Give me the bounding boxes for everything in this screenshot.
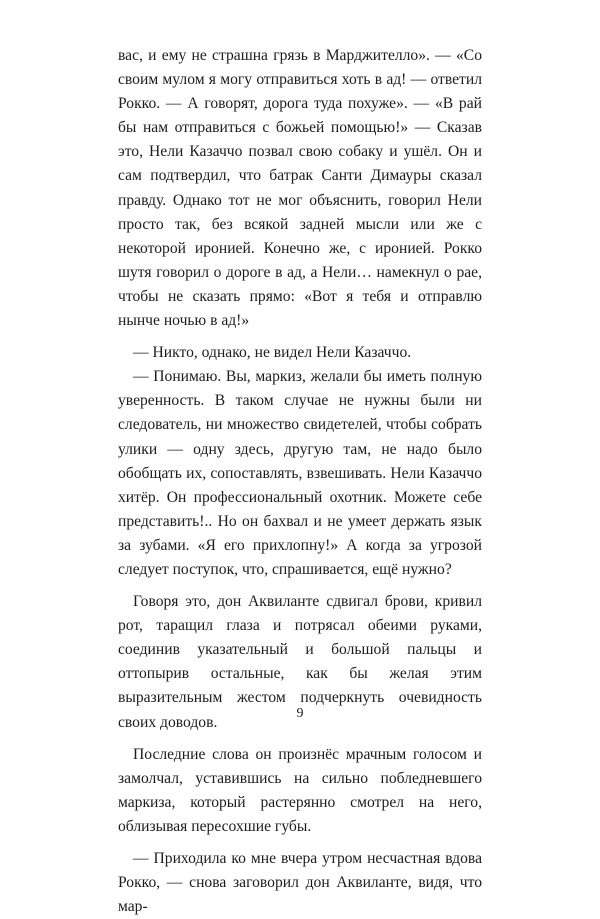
paragraph-6: — Приходила ко мне вчера утром несчастная вдова Рокко, — снова заговорил дон Аквиланте, видя, что мар- xyxy=(118,850,482,916)
paragraph-5: Последние слова он произнёс мрачным голосом и замолчал, уставившись на сильно побледневшего маркиза, который растерянно смотрел на него, облизывая пересохшие губы. xyxy=(118,745,482,835)
paragraph-2: — Никто, однако, не видел Нели Казаччо. xyxy=(133,344,412,362)
paragraph-4: Говоря это, дон Аквиланте сдвигал брови, кривил рот, таращил глаза и потрясал обеими руками, соединив указательный и большой пальцы и оттопырив остальные, как бы желая этим выразительным жестом подчеркнуть очевидность своих доводов. xyxy=(118,593,482,731)
paragraph-3: — Понимаю. Вы, маркиз, желали бы иметь полную уверенность. В таком случае не нужны были ни следователь, ни множество свидетелей, чтобы собрать улики — одну здесь, другую там, не надо было обобщать их, сопоставлять, взвешивать. Нели Казаччо хитёр. Он профессиональный охотник. Можете себе представить!.. Но он бахвал и не умеет держать язык за зубами. «Я его прихлопну!» А когда за угрозой следует поступок, что, спрашивается, ещё нужно? xyxy=(118,368,482,578)
paragraph-1: вас, и ему не страшна грязь в Марджителло». — «Со своим мулом я могу отправиться хоть в ад! — ответил Рокко. — А говорят, дорога туда похуже». — «В рай бы нам отправиться с божьей помощью!» — Сказав это, Нели Казаччо позвал свою собаку и ушёл. Он и сам подтвердил, что батрак Санти Димауры сказал правду. Однако тот не мог объяснить, говорил Нели просто так, без всякой задней мысли или же с некоторой иронией. Конечно же, с иронией. Рокко шутя говорил о дороге в ад, а Нели… намекнул о рае, чтобы не сказать прямо: «Вот я тебя и отправлю нынче ночью в ад!» xyxy=(118,47,482,330)
page-number: 9 xyxy=(296,706,304,721)
body-text xyxy=(118,44,482,919)
